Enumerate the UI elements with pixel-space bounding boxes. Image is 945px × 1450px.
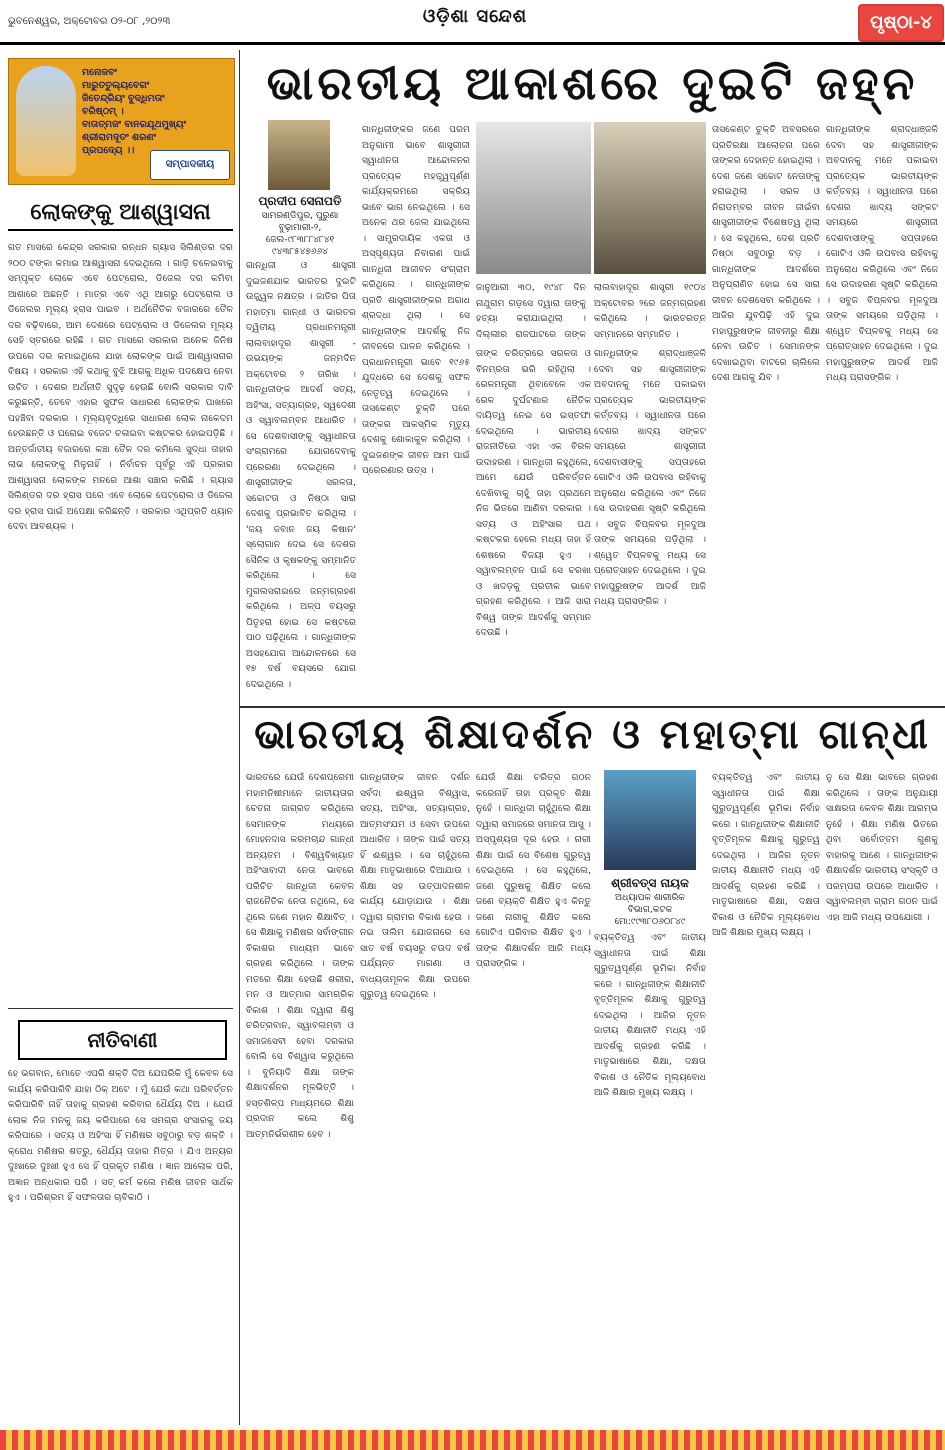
hanuman-image [16, 66, 76, 176]
article2-author-details: ଅଧ୍ୟାପକ ଶାରୀରିକ ବିଭାଗ,କଟକ ମୋ:୯୯୩୮୦୬୦୮୪୯ [614, 893, 686, 927]
masthead: ଓଡ଼ିଶା ସନ୍ଦେଶ [422, 6, 528, 27]
editorial-title: ଲୋକଙ୍କୁ ଆଶ୍ୱାସନା [8, 200, 233, 231]
author-photo [268, 120, 330, 190]
article1-col4: ଗାନ୍ଧିଜୀଙ୍କ ଶ୍ରାଦ୍ଧାଞ୍ଜଳି ଦେବା ସହ ଶାସ୍ତ୍ରୀଜୀଙ୍କ ଅବଦାନକୁ ମନେ ପକାଇବା ପ୍ରତ୍ୟେକ ଭାରତୀୟଙ୍କ କର୍ତ୍ତବ୍ୟ । ସ୍ୱାଧୀନତା ପରେ ଦେଶର ଖାଦ୍ୟ ସଙ୍କଟ ସମୟରେ ଶାସ୍ତ୍ରୀଜୀ ଦେଶବାସୀଙ୍କୁ ସପ୍ତାହରେ ଗୋଟିଏ ଓଳି ଉପବାସ ରହିବାକୁ ଅନୁରୋଧ କରିଥିଲେ ଏବଂ ନିଜେ ସେ ଉଦାହରଣ ସୃଷ୍ଟି କରିଥିଲେ । ସବୁଜ ବିପ୍ଳବର ମୂଳଦୁଆ ତାଙ୍କ ସମୟରେ ପଡ଼ିଥିଲା । ଶ୍ୱେତ ବିପ୍ଳବକୁ ମଧ୍ୟ ସେ ପ୍ରୋତ୍ସାହନ ଦେଇଥିଲେ । ଦୁଇ ମହାପୁରୁଷଙ୍କ ଆଦର୍ଶ ଆଜି ମଧ୍ୟ ପ୍ରାସଙ୍ଗିକ । [594, 348, 706, 607]
author2-photo [604, 770, 696, 870]
header-rule [0, 42, 945, 45]
verse-line: ପ୍ରପଦ୍ୟେ ।। [82, 145, 135, 156]
verse-line: ଶ୍ରୀରାମଦୂତଂ ଶରଣଂ [82, 132, 156, 143]
gandhi-photo [476, 122, 591, 274]
article2-author-name: ଶ୍ରୀବତ୍ସ ନାୟକ [611, 876, 689, 890]
editorial-body: ଗତ ମାସରେ କେନ୍ଦ୍ର ସରକାର ରନ୍ଧନ ଗ୍ୟାସ ସିଲିଣ୍ଡର ଦର ୨୦୦ ଟଙ୍କା କମାଇ ଆଶ୍ୱାସନା ଦେଇଥିଲେ । ଗାଡ଼ି ଚଳେଇବାକୁ ସମ୍ପୃକ୍ତ ଲୋକେ ଏବେ ପେଟ୍ରୋଲ, ଡିଜେଲ ଦର କମିବା ଆଶାରେ ଅଛନ୍ତି । ମାତ୍ର ଏବେ ଏଥି ଆଗରୁ ପେଟ୍ରୋଲ ଓ ଡିଜେଲର ମୂଲ୍ୟ ହ୍ରାସ ପାଇବ । ଅର୍ଥନୈତିକ ବଜାରରେ ତୈଳ ଦର ବଢ଼ିବାରେ, ଆମ ଦେଶରେ ପେଟ୍ରୋଲ ଓ ଡିଜେଲର ମୂଲ୍ୟ ସେହି ସ୍ତରରେ ରହିଛି । ଗତ ମାସରେ ସରକାର ଅନେକ ଜିନିଷ ଉପରେ ଦର କମାଇଥିଲେ ଯାହା ଲୋକଙ୍କ ପାଇଁ ଆଶ୍ୱାସନାର ବିଷୟ । ସରକାର ଏହି କଥାକୁ ବୁଝି ଆଗକୁ ଅଧିକ ପଦକ୍ଷେପ ନେବା ଉଚିତ । ଦେଶର ଅର୍ଥନୀତି ସୁଦୃଢ଼ ହେଉଛି ବୋଲି ସରକାର ଦାବି କରୁଛନ୍ତି, ତେବେ ଏହାର ସୁଫଳ ସାଧାରଣ ଲୋକଙ୍କ ପାଖରେ ପହଞ୍ଚିବା ଦରକାର । ମୂଲ୍ୟବୃଦ୍ଧିରେ ସାଧାରଣ ଲୋକ ନାକେଦମ ହେଉଛନ୍ତି ଓ ଘରୋଇ ବଜେଟ ଚଳାଇବା କଷ୍ଟକର ହୋଇପଡ଼ିଛି । ଅନ୍ତର୍ଜାତୀୟ ବଜାରରେ କଞ୍ଚା ତୈଳ ଦର କମିଲେ ସୁଦ୍ଧା ତାହାର ଲାଭ ଲୋକଙ୍କୁ ମିଳୁନାହିଁ । ନିର୍ବାଚନ ପୂର୍ବରୁ ଏହି ପ୍ରକାର ଆଶ୍ୱାସନା ଲୋକଙ୍କ ମନରେ ଆଶା ସଞ୍ଚାର କରିଛି । ଗ୍ୟାସ ସିଲିଣ୍ଡର ଦର ହ୍ରାସ ପରେ ଏବେ ଲୋକେ ପେଟ୍ରୋଲ ଓ ଡିଜେଲ ଦର ହ୍ରାସ ପାଇଁ ଅପେକ୍ଷା କରିଛନ୍ତି । ସରକାର ଏଥିପ୍ରତି ଧ୍ୟାନ ଦେବା ଆବଶ୍ୟକ । [8, 242, 233, 532]
verse-line: ଜିତେନ୍ଦ୍ରିୟଂ ବୁଦ୍ଧିମତାଂ [82, 93, 165, 104]
footer-stripe [0, 1430, 945, 1450]
article1-col5: ତାସକେଣ୍ଟ ଚୁକ୍ତି ଅବସରରେ ପ୍ରତିରକ୍ଷା ଆଲୋଚନା ପରେ ତାଙ୍କର ଦେହାନ୍ତ ହୋଇଥିଲା । ଦେଶ ଜଣେ ସଚ୍ଚୋଟ ନେତାଙ୍କୁ ହରାଇଥିଲା । ସରଳ ଓ ନିରାଡମ୍ବର ଜୀବନ ଜୀଇଁବା ଶାସ୍ତ୍ରୀଜୀଙ୍କ ବିଶେଷତ୍ୱ ଥିଲା । ସେ କହୁଥିଲେ, ଦେଶ ପ୍ରତି ନିଷ୍ଠା ସବୁଠାରୁ ବଡ଼ । ଗାନ୍ଧିଜୀଙ୍କ ଆଦର୍ଶରେ ଅନୁପ୍ରାଣିତ ହୋଇ ସେ ସାରା ଜୀବନ ଦେଶସେବା କରିଥିଲେ । ଆଜିର ଯୁବପିଢ଼ି ଏହି ଦୁଇ ମହାପୁରୁଷଙ୍କ ଜୀବନୀରୁ ଶିକ୍ଷା ନେବା ଉଚିତ । ସେମାନଙ୍କ ଦେଖାଇଥିବା ବାଟରେ ଚାଲିଲେ ଦେଶ ଆଗକୁ ଯିବ । [712, 124, 820, 383]
verse-line: ବାତାତ୍ମଜଂ ବାନରଯୂଥମୁଖ୍ୟଂ [82, 119, 187, 130]
shastri-photo [594, 122, 706, 274]
editorial-logo: ସମ୍ପାଦକୀୟ [150, 150, 230, 180]
article2-col4a: ବ୍ୟକ୍ତିତ୍ୱ ଏବଂ ଜାତୀୟ ସ୍ୱାଧୀନତା ପାଇଁ ଶିକ୍ଷା ଗୁରୁତ୍ୱପୂର୍ଣ୍ଣ ଭୂମିକା ନିର୍ବାହ କରେ । ଗାନ୍ଧିଜୀଙ୍କ ଶିକ୍ଷାନୀତି ବୃତ୍ତିମୂଳକ ଶିକ୍ଷାକୁ ଗୁରୁତ୍ୱ ଦେଇଥିଲା । ଆଜିର ନୂତନ ଜାତୀୟ ଶିକ୍ଷାନୀତି ମଧ୍ୟ ଏହି ଆଦର୍ଶକୁ ଗ୍ରହଣ କରିଛି । ମାତୃଭାଷାରେ ଶିକ୍ଷା, ଦକ୍ଷତା ବିକାଶ ଓ ନୈତିକ ମୂଲ୍ୟବୋଧ ଆଜି ଶିକ୍ଷାର ମୁଖ୍ୟ ଲକ୍ଷ୍ୟ । [594, 932, 706, 1098]
article1-col1: ଗାନ୍ଧିଜୀ ଓ ଶାସ୍ତ୍ରୀ ଦୁଇଜଣଯାକ ଭାରତର ଦୁଇଟି ଉଜ୍ଜ୍ୱଳ ନକ୍ଷତ୍ର । ଜାତିର ପିତା ମହାତ୍ମା ଗାନ୍ଧୀ ଓ ଭାରତର ଦ୍ୱିତୀୟ ପ୍ରଧାନମନ୍ତ୍ରୀ ଲାଲବାହାଦୂର ଶାସ୍ତ୍ରୀ - ଉଭୟଙ୍କ ଜନ୍ମଦିନ ଅକ୍ଟୋବର ୨ ତାରିଖ । ଗାନ୍ଧିଜୀଙ୍କ ଆଦର୍ଶ ସତ୍ୟ, ଅହିଂସା, ସତ୍ୟାଗ୍ରହ, ସ୍ୱଦେଶୀ ଓ ସ୍ୱାବଲମ୍ବନ ଆଧାରିତ । ସେ ଦେଶବାସୀଙ୍କୁ ସ୍ୱାଧୀନତା ସଂଗ୍ରାମରେ ଯୋଗଦେବାକୁ ପ୍ରେରଣା ଦେଇଥିଲେ । ଶାସ୍ତ୍ରୀଜୀଙ୍କ ସରଳତା, ସଚ୍ଚୋଟତା ଓ ନିଷ୍ଠା ସାରା ଦେଶକୁ ପ୍ରଭାବିତ କରିଥିଲା । 'ଜୟ ଜବାନ ଜୟ କିଷାନ' ସ୍ଲୋଗାନ ଦେଇ ସେ ଦେଶର ସୈନିକ ଓ କୃଷକଙ୍କୁ ସମ୍ମାନିତ କରିଥିଲେ । ସେ ମୁଗଲସରାଇରେ ଜନ୍ମଗ୍ରହଣ କରିଥିଲେ । ଅଳ୍ପ ବୟସରୁ ପିତୃହରା ହୋଇ ସେ କଷ୍ଟରେ ପାଠ ପଢ଼ିଥିଲେ । ଗାନ୍ଧିଜୀଙ୍କ ଅସହଯୋଗ ଆନ୍ଦୋଳନରେ ସେ ୧୭ ବର୍ଷ ବୟସରେ ଯୋଗ ଦେଇଥିଲେ । [246, 260, 356, 690]
article1-col6: ଗାନ୍ଧିଜୀଙ୍କ ଶ୍ରାଦ୍ଧାଞ୍ଜଳି ଦେବା ସହ ଶାସ୍ତ୍ରୀଜୀଙ୍କ ଅବଦାନକୁ ମନେ ପକାଇବା ପ୍ରତ୍ୟେକ ଭାରତୀୟଙ୍କ କର୍ତ୍ତବ୍ୟ । ସ୍ୱାଧୀନତା ପରେ ଦେଶର ଖାଦ୍ୟ ସଙ୍କଟ ସମୟରେ ଶାସ୍ତ୍ରୀଜୀ ଦେଶବାସୀଙ୍କୁ ସପ୍ତାହରେ ଗୋଟିଏ ଓଳି ଉପବାସ ରହିବାକୁ ଅନୁରୋଧ କରିଥିଲେ ଏବଂ ନିଜେ ସେ ଉଦାହରଣ ସୃଷ୍ଟି କରିଥିଲେ । ସବୁଜ ବିପ୍ଳବର ମୂଳଦୁଆ ତାଙ୍କ ସମୟରେ ପଡ଼ିଥିଲା । ଶ୍ୱେତ ବିପ୍ଳବକୁ ମଧ୍ୟ ସେ ପ୍ରୋତ୍ସାହନ ଦେଇଥିଲେ । ଦୁଇ ମହାପୁରୁଷଙ୍କ ଆଦର୍ଶ ଆଜି ମଧ୍ୟ ପ୍ରାସଙ୍ଗିକ । [826, 124, 938, 383]
article2-col1: ଭାରତରେ ଯେଉଁ ଦେଶପ୍ରେମୀ ମହାମନିଷୀମାନେ ଜାତୀୟତାର ଚେତନା ଜାଗ୍ରତ କରିଥିଲେ ସେମାନଙ୍କ ମଧ୍ୟରେ ମୋହନଦାସ କରମଚାନ୍ଦ ଗାନ୍ଧୀ ଅନ୍ୟତମ । ବିଶ୍ୱବିଖ୍ୟାତ ଅହିଂସାବାଦୀ ନେତା ଭାବରେ ପରିଚିତ ଗାନ୍ଧିଜୀ କେବଳ ରାଜନୈତିକ ନେତା ନଥିଲେ, ସେ ଥିଲେ ଜଣେ ମହାନ ଶିକ୍ଷାବିତ୍ । ସେ ଶିକ୍ଷାକୁ ମଣିଷର ସର୍ବାଙ୍ଗୀନ ବିକାଶର ମାଧ୍ୟମ ଭାବେ ଗ୍ରହଣ କରିଥିଲେ । ତାଙ୍କ ମତରେ ଶିକ୍ଷା ହେଉଛି ଶରୀର, ମନ ଓ ଆତ୍ମାର ସାମଗ୍ରିକ ବିକାଶ । ଶିକ୍ଷା ଦ୍ୱାରା ଶିଶୁ ଚରିତ୍ରବାନ, ସ୍ୱାବଲମ୍ବୀ ଓ ସମାଜସେବୀ ହେବା ଦରକାର ବୋଲି ସେ ବିଶ୍ୱାସ କରୁଥିଲେ । ବୁନିୟାଦି ଶିକ୍ଷା ତାଙ୍କ ଶିକ୍ଷାଦର୍ଶନର ମୂଳଭିତ୍ତି । ହସ୍ତଶିଳ୍ପ ମାଧ୍ୟମରେ ଶିକ୍ଷା ପ୍ରଦାନ କଲେ ଶିଶୁ ଆତ୍ମନିର୍ଭରଶୀଳ ହେବ । [246, 772, 354, 1140]
article2-col2: ଗାନ୍ଧିଜୀଙ୍କ ଜୀବନ ଦର୍ଶନ ସର୍ବଦା ଈଶ୍ୱର ବିଶ୍ୱାସ, ସତ୍ୟ, ଅହିଂସା, ସତ୍ୟାଗ୍ରହ, ଆତ୍ମସଂଯମ ଓ ସେବା ଉପରେ ଆଧାରିତ । ତାଙ୍କ ପାଇଁ ସତ୍ୟ ହିଁ ଈଶ୍ୱର । ସେ ଚାହୁଁଥିଲେ ଶିକ୍ଷା ମାତୃଭାଷାରେ ଦିଆଯାଉ । ଶିକ୍ଷା ସହ ଉତ୍ପାଦନଶୀଳ କାର୍ଯ୍ୟ ଯୋଡ଼ାଯାଉ । ଶିକ୍ଷା ଦ୍ୱାରା ଗ୍ରାମର ବିକାଶ ହେଉ । ନଇ ତାଲିମ ଯୋଜନାରେ ସେ ସାତ ବର୍ଷ ବୟସରୁ ଚଉଦ ବର୍ଷ ପର୍ଯ୍ୟନ୍ତ ମାଗଣା ଓ ବାଧ୍ୟତାମୂଳକ ଶିକ୍ଷା ଉପରେ ଗୁରୁତ୍ୱ ଦେଇଥିଲେ । [360, 772, 470, 1000]
gandhi-caption: ଜାନୁଆରୀ ୩୦, ୧୯୪୮ ଦିନ ନାଥୁରାମ ଗଡ଼ସେ ଦ୍ୱାରା ତାଙ୍କୁ ହତ୍ୟା କରାଯାଇଥିଲା । ଦିଲ୍ଲୀର ରାଜଘାଟରେ ତାଙ୍କ [476, 282, 586, 340]
ad-verse [82, 66, 228, 157]
editorial-divider [8, 1008, 233, 1009]
article-divider [240, 706, 945, 708]
verse-line: ବରିଷ୍ଠମ୍ । [82, 106, 124, 117]
niti-title: ନୀତିବାଣୀ [18, 1020, 227, 1060]
article2-col5: ନୁ ସେ ଶିକ୍ଷା ଭାବରେ ଗ୍ରହଣ କରିଥିଲେ । ତାଙ୍କ ଅନୁଯାୟୀ ସାକ୍ଷରତା କେବଳ ଶିକ୍ଷା ଆରମ୍ଭ ନୁହେଁ । ଶିକ୍ଷା ମଣିଷ ଭିତରେ ଥିବା ସର୍ବୋତ୍ତମ ଗୁଣକୁ ବାହାରକୁ ଆଣେ । ଗାନ୍ଧିଜୀଙ୍କ ଶିକ୍ଷାଦର୍ଶନ ଭାରତୀୟ ସଂସ୍କୃତି ଓ ପରମ୍ପରା ଉପରେ ଆଧାରିତ । ସ୍ୱାବଲମ୍ବୀ ଗ୍ରାମ ଗଠନ ପାଇଁ ଏହା ଆଜି ମଧ୍ୟ ଉପଯୋଗୀ । [826, 772, 938, 923]
article2-headline: ଭାରତୀୟ ଶିକ୍ଷାଦର୍ଶନ ଓ ମହାତ୍ମା ଗାନ୍ଧୀ [254, 712, 931, 758]
verse-line: ମନୋଜବଂ [82, 67, 117, 78]
page-number-badge: ପୃଷ୍ଠା-୪ [858, 4, 944, 42]
article1-headline: ଭାରତୀୟ ଆକାଶରେ ଦୁଇଟି ଜହ୍ନ [266, 56, 919, 110]
verse-line: ମାରୁତତୁଲ୍ୟବେଗଂ [82, 80, 150, 91]
article1-col2: ଗାନ୍ଧିଜୀଙ୍କର ଜଣେ ପରମ ଅନୁଗାମୀ ଭାବେ ଶାସ୍ତ୍ରୀଜୀ ସ୍ୱାଧୀନତା ଆନ୍ଦୋଳନର ପ୍ରତ୍ୟେକ ମହତ୍ତ୍ୱପୂର୍ଣ୍ଣ କାର୍ଯ୍ୟକ୍ରମରେ ସକ୍ରିୟ ଭାବେ ଭାଗ ନେଇଥିଲେ । ସେ ଅନେକ ଥର ଜେଲ ଯାଇଥିଲେ । ସାମ୍ପ୍ରଦାୟିକ ଏକତା ଓ ଅସ୍ପୃଶ୍ୟତା ନିବାରଣ ପାଇଁ ଗାନ୍ଧିଜୀ ଆଜୀବନ ସଂଗ୍ରାମ କରିଥିଲେ । ଗାନ୍ଧିଜୀଙ୍କ ପ୍ରତି ଶାସ୍ତ୍ରୀଜୀଙ୍କର ଅଗାଧ ଶ୍ରଦ୍ଧା ଥିଲା । ସେ ଗାନ୍ଧିଜୀଙ୍କ ଆଦର୍ଶକୁ ନିଜ ଜୀବନରେ ପାଳନ କରିଥିଲେ । ପ୍ରଧାନମନ୍ତ୍ରୀ ଭାବେ ୧୯୬୫ ଯୁଦ୍ଧରେ ସେ ଦେଶକୁ ସଫଳ ନେତୃତ୍ୱ ଦେଇଥିଲେ । ତାସକେଣ୍ଟ ଚୁକ୍ତି ପରେ ତାଙ୍କର ଆକସ୍ମିକ ମୃତ୍ୟୁ ଦେଶକୁ ଶୋକାକୁଳ କରିଥିଲା । ଦୁଇଜଣଙ୍କ ଜୀବନ ଆମ ପାଇଁ ପ୍ରେରଣାର ଉତ୍ସ । [362, 124, 470, 476]
left-column-divider [239, 50, 240, 1425]
article1-col3: ତାଙ୍କ ଚରିତ୍ରରେ ସରଳତା ଓ ବିନମ୍ରତା ଭରି ରହିଥିଲା । ରେଳମନ୍ତ୍ରୀ ଥିବାବେଳେ ଏକ ରେଳ ଦୁର୍ଘଟଣାର ନୈତିକ ଦାୟିତ୍ୱ ନେଇ ସେ ଇସ୍ତଫା ଦେଇଥିଲେ । ଭାରତୀୟ ରାଜନୀତିରେ ଏହା ଏକ ବିରଳ ଉଦାହରଣ । ଗାନ୍ଧିଜୀ କହୁଥିଲେ, ଆମେ ଯେଉଁ ପରିବର୍ତ୍ତନ ଦେଖିବାକୁ ଚାହୁଁ ତାହା ପ୍ରଥମେ ନିଜ ଭିତରେ ଆଣିବା ଦରକାର । ସତ୍ୟ ଓ ଅହିଂସାର ପଥ କଷ୍ଟକର ହେଲେ ମଧ୍ୟ ତାହା ହିଁ ଶେଷରେ ବିଜୟୀ ହୁଏ । ସ୍ୱାବଲମ୍ବନ ପାଇଁ ସେ ଚରଖା ଓ ଖଦଡ଼କୁ ପ୍ରତୀକ ଭାବେ ଗ୍ରହଣ କରିଥିଲେ । ଆଜି ସାରା ବିଶ୍ୱ ତାଙ୍କ ଆଦର୍ଶକୁ ସମ୍ମାନ ଦେଉଛି । [476, 348, 591, 638]
niti-body: ହେ ଭଗବାନ, ମୋତେ ଏପରି ଶକ୍ତି ଦିଅ ଯେପରିକି ମୁଁ କେବଳ ସେ କାର୍ଯ୍ୟ କରିପାରିବି ଯାହା ଠିକ୍ ଅଟେ । ମୁଁ ଯେଉଁ କଥା ପରିବର୍ତ୍ତନ କରିପାରିବି ନାହିଁ ତାହାକୁ ଗ୍ରହଣ କରିବାର ଧୈର୍ଯ୍ୟ ଦିଅ । ଯେଉଁ ଲୋକ ନିଜ ମନକୁ ଜୟ କରିପାରେ ସେ ସମଗ୍ର ସଂସାରକୁ ଜୟ କରିପାରେ । ସତ୍ୟ ଓ ଅହିଂସା ହିଁ ମଣିଷର ସବୁଠାରୁ ବଡ଼ ଶକ୍ତି । କ୍ରୋଧ ମଣିଷର ଶତ୍ରୁ, ଧୈର୍ଯ୍ୟ ତାହାର ମିତ୍ର । ଯିଏ ଅନ୍ୟର ଦୁଃଖରେ ଦୁଃଖୀ ହୁଏ ସେ ହିଁ ପ୍ରକୃତ ମଣିଷ । ଜ୍ଞାନ ଆଲୋକ ପରି, ଅଜ୍ଞାନ ଅନ୍ଧକାର ପରି । ସତ୍ କର୍ମ କଲେ ମଣିଷ ଜୀବନ ସାର୍ଥକ ହୁଏ । ପରିଶ୍ରମ ହିଁ ସଫଳତାର ଚାବିକାଠି । [8, 1068, 233, 1203]
article2-col3: ଯେଉଁ ଶିକ୍ଷା ଚରିତ୍ର ଗଠନ କରେନାହିଁ ତାହା ପ୍ରକୃତ ଶିକ୍ଷା ନୁହେଁ । ଗାନ୍ଧିଜୀ ଚାହୁଁଥିଲେ ଶିକ୍ଷା ଦ୍ୱାରା ସମାଜରେ ସମାନତା ଆସୁ । ଅସ୍ପୃଶ୍ୟତା ଦୂର ହେଉ । ନାରୀ ଶିକ୍ଷା ପାଇଁ ସେ ବିଶେଷ ଗୁରୁତ୍ୱ ଦେଇଥିଲେ । ସେ କହୁଥିଲେ, ଜଣେ ପୁରୁଷକୁ ଶିକ୍ଷିତ କଲେ ଜଣେ ବ୍ୟକ୍ତି ଶିକ୍ଷିତ ହୁଏ କିନ୍ତୁ ଜଣେ ନାରୀକୁ ଶିକ୍ଷିତ କଲେ ଗୋଟିଏ ପରିବାର ଶିକ୍ଷିତ ହୁଏ । ତାଙ୍କ ଶିକ୍ଷାଦର୍ଶନ ଆଜି ମଧ୍ୟ ପ୍ରାସଙ୍ଗିକ । [476, 772, 591, 969]
date-line: ଭୁବନେଶ୍ୱର, ଅକ୍ଟୋବର ୦୨-୦୮ ,୨୦୨୩ [8, 16, 171, 27]
article2-col4: ବ୍ୟକ୍ତିତ୍ୱ ଏବଂ ଜାତୀୟ ସ୍ୱାଧୀନତା ପାଇଁ ଶିକ୍ଷା ଗୁରୁତ୍ୱପୂର୍ଣ୍ଣ ଭୂମିକା ନିର୍ବାହ କରେ । ଗାନ୍ଧିଜୀଙ୍କ ଶିକ୍ଷାନୀତି ବୃତ୍ତିମୂଳକ ଶିକ୍ଷାକୁ ଗୁରୁତ୍ୱ ଦେଇଥିଲା । ଆଜିର ନୂତନ ଜାତୀୟ ଶିକ୍ଷାନୀତି ମଧ୍ୟ ଏହି ଆଦର୍ଶକୁ ଗ୍ରହଣ କରିଛି । ମାତୃଭାଷାରେ ଶିକ୍ଷା, ଦକ୍ଷତା ବିକାଶ ଓ ନୈତିକ ମୂଲ୍ୟବୋଧ ଆଜି ଶିକ୍ଷାର ମୁଖ୍ୟ ଲକ୍ଷ୍ୟ । [712, 772, 820, 938]
article1-author-details: ସାମରଣ୍ଡିପୁର, ପୁରୁଣା ବୁଢ଼ାମାରୀ-୨, ଜେଲ-୯୮୩୮୮୪୮୪୧ ୯୪୩୮୫୪୭୬୬୪ [261, 211, 339, 257]
article1-author-name: ପ୍ରଦୀପ ସେନାପତି [258, 194, 342, 208]
shastri-caption: ଲାଲବାହାଦୂର ଶାସ୍ତ୍ରୀ ୧୯୦୪ ଅକ୍ଟୋବର ୨ରେ ଜନ୍ମଗ୍ରହଣ କରିଥିଲେ । ଭାରତରତ୍ନ ସମ୍ମାନରେ ସମ୍ମାନିତ । [594, 282, 706, 340]
